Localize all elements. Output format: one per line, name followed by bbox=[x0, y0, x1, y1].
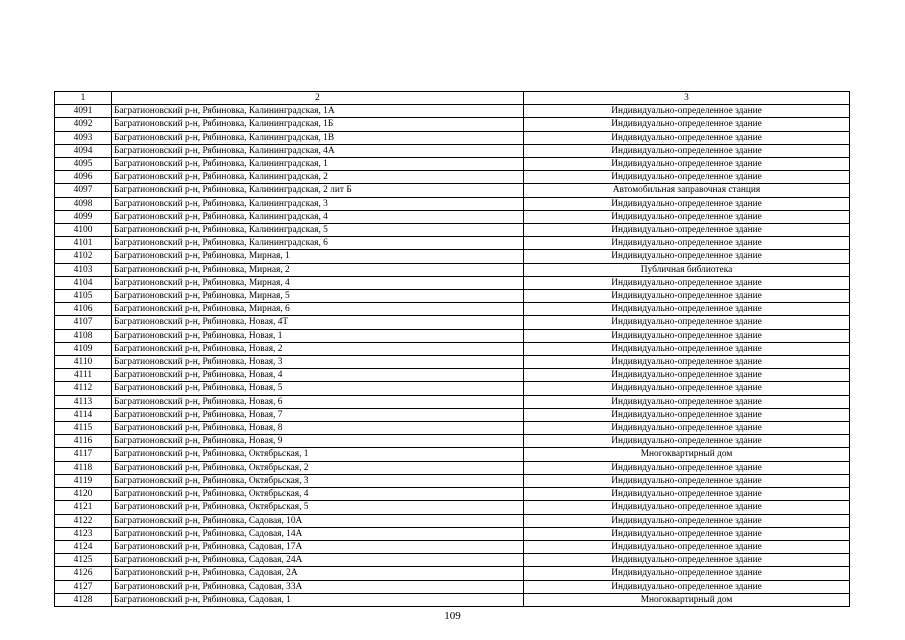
cell-building-type: Индивидуально-определенное здание bbox=[524, 567, 850, 580]
table-row bbox=[55, 197, 850, 210]
cell-number: 4103 bbox=[55, 263, 112, 276]
cell-building-type: Индивидуально-определенное здание bbox=[524, 342, 850, 355]
cell-building-type: Индивидуально-определенное здание bbox=[524, 514, 850, 527]
cell-number: 4113 bbox=[55, 395, 112, 408]
cell-building-type: Индивидуально-определенное здание bbox=[524, 580, 850, 593]
table-row bbox=[55, 488, 850, 501]
table-row bbox=[55, 395, 850, 408]
column-header-address: 2 bbox=[112, 92, 524, 105]
cell-number: 4102 bbox=[55, 250, 112, 263]
table-row bbox=[55, 408, 850, 421]
cell-building-type: Индивидуально-определенное здание bbox=[524, 540, 850, 553]
table-row bbox=[55, 593, 850, 606]
cell-address: Багратионовский р-н, Рябиновка, Мирная, 2 bbox=[112, 263, 524, 276]
cell-number: 4094 bbox=[55, 144, 112, 157]
cell-address: Багратионовский р-н, Рябиновка, Калининградская, 5 bbox=[112, 224, 524, 237]
cell-number: 4104 bbox=[55, 276, 112, 289]
cell-address: Багратионовский р-н, Рябиновка, Садовая, 14А bbox=[112, 527, 524, 540]
table-row bbox=[55, 540, 850, 553]
table-row bbox=[55, 435, 850, 448]
cell-address: Багратионовский р-н, Рябиновка, Садовая, 1 bbox=[112, 593, 524, 606]
cell-address: Багратионовский р-н, Рябиновка, Октябрьская, 2 bbox=[112, 461, 524, 474]
cell-number: 4115 bbox=[55, 422, 112, 435]
table-row bbox=[55, 184, 850, 197]
cell-address: Багратионовский р-н, Рябиновка, Новая, 6 bbox=[112, 395, 524, 408]
cell-address: Багратионовский р-н, Рябиновка, Мирная, 5 bbox=[112, 290, 524, 303]
table-row bbox=[55, 276, 850, 289]
cell-address: Багратионовский р-н, Рябиновка, Калининградская, 1 bbox=[112, 158, 524, 171]
cell-building-type: Индивидуально-определенное здание bbox=[524, 474, 850, 487]
cell-address: Багратионовский р-н, Рябиновка, Октябрьская, 1 bbox=[112, 448, 524, 461]
table-row bbox=[55, 158, 850, 171]
cell-building-type: Многоквартирный дом bbox=[524, 593, 850, 606]
cell-number: 4112 bbox=[55, 382, 112, 395]
cell-address: Багратионовский р-н, Рябиновка, Октябрьская, 5 bbox=[112, 501, 524, 514]
cell-building-type: Индивидуально-определенное здание bbox=[524, 316, 850, 329]
cell-number: 4099 bbox=[55, 210, 112, 223]
cell-number: 4109 bbox=[55, 342, 112, 355]
cell-address: Багратионовский р-н, Рябиновка, Садовая, 17А bbox=[112, 540, 524, 553]
table-row bbox=[55, 171, 850, 184]
table-row bbox=[55, 356, 850, 369]
column-header-type: 3 bbox=[524, 92, 850, 105]
table-row bbox=[55, 474, 850, 487]
document-sheet bbox=[54, 91, 849, 607]
table-row bbox=[55, 448, 850, 461]
table-row bbox=[55, 316, 850, 329]
table-row bbox=[55, 422, 850, 435]
table-row bbox=[55, 290, 850, 303]
cell-building-type: Индивидуально-определенное здание bbox=[524, 303, 850, 316]
cell-building-type: Индивидуально-определенное здание bbox=[524, 210, 850, 223]
cell-number: 4111 bbox=[55, 369, 112, 382]
cell-number: 4100 bbox=[55, 224, 112, 237]
cell-address: Багратионовский р-н, Рябиновка, Садовая, 24А bbox=[112, 554, 524, 567]
cell-number: 4091 bbox=[55, 105, 112, 118]
table-row bbox=[55, 527, 850, 540]
table-row bbox=[55, 461, 850, 474]
cell-address: Багратионовский р-н, Рябиновка, Садовая, 2А bbox=[112, 567, 524, 580]
cell-address: Багратионовский р-н, Рябиновка, Новая, 5 bbox=[112, 382, 524, 395]
cell-building-type: Индивидуально-определенное здание bbox=[524, 408, 850, 421]
table-row bbox=[55, 580, 850, 593]
cell-number: 4122 bbox=[55, 514, 112, 527]
cell-number: 4110 bbox=[55, 356, 112, 369]
cell-number: 4101 bbox=[55, 237, 112, 250]
table-row bbox=[55, 567, 850, 580]
cell-address: Багратионовский р-н, Рябиновка, Калининградская, 1В bbox=[112, 131, 524, 144]
table-row bbox=[55, 250, 850, 263]
cell-address: Багратионовский р-н, Рябиновка, Октябрьская, 3 bbox=[112, 474, 524, 487]
cell-building-type: Индивидуально-определенное здание bbox=[524, 197, 850, 210]
cell-address: Багратионовский р-н, Рябиновка, Новая, 2 bbox=[112, 342, 524, 355]
cell-number: 4096 bbox=[55, 171, 112, 184]
property-table bbox=[54, 91, 850, 607]
table-row bbox=[55, 224, 850, 237]
table-row bbox=[55, 382, 850, 395]
cell-number: 4105 bbox=[55, 290, 112, 303]
cell-address: Багратионовский р-н, Рябиновка, Октябрьская, 4 bbox=[112, 488, 524, 501]
cell-number: 4117 bbox=[55, 448, 112, 461]
cell-number: 4125 bbox=[55, 554, 112, 567]
cell-number: 4116 bbox=[55, 435, 112, 448]
cell-building-type: Автомобильная заправочная станция bbox=[524, 184, 850, 197]
cell-address: Багратионовский р-н, Рябиновка, Новая, 7 bbox=[112, 408, 524, 421]
table-row bbox=[55, 118, 850, 131]
cell-building-type: Публичная библиотека bbox=[524, 263, 850, 276]
column-header-number: 1 bbox=[55, 92, 112, 105]
cell-number: 4095 bbox=[55, 158, 112, 171]
cell-address: Багратионовский р-н, Рябиновка, Мирная, 4 bbox=[112, 276, 524, 289]
cell-building-type: Индивидуально-определенное здание bbox=[524, 171, 850, 184]
cell-number: 4126 bbox=[55, 567, 112, 580]
cell-building-type: Индивидуально-определенное здание bbox=[524, 501, 850, 514]
cell-building-type: Индивидуально-определенное здание bbox=[524, 435, 850, 448]
cell-building-type: Индивидуально-определенное здание bbox=[524, 369, 850, 382]
page-number: 109 bbox=[444, 610, 461, 622]
cell-address: Багратионовский р-н, Рябиновка, Калининградская, 4 bbox=[112, 210, 524, 223]
cell-building-type: Индивидуально-определенное здание bbox=[524, 329, 850, 342]
cell-address: Багратионовский р-н, Рябиновка, Мирная, 1 bbox=[112, 250, 524, 263]
cell-building-type: Многоквартирный дом bbox=[524, 448, 850, 461]
cell-address: Багратионовский р-н, Рябиновка, Мирная, 6 bbox=[112, 303, 524, 316]
cell-address: Багратионовский р-н, Рябиновка, Новая, 4Т bbox=[112, 316, 524, 329]
cell-number: 4119 bbox=[55, 474, 112, 487]
cell-building-type: Индивидуально-определенное здание bbox=[524, 276, 850, 289]
cell-number: 4093 bbox=[55, 131, 112, 144]
cell-number: 4124 bbox=[55, 540, 112, 553]
cell-building-type: Индивидуально-определенное здание bbox=[524, 237, 850, 250]
cell-number: 4118 bbox=[55, 461, 112, 474]
table-row bbox=[55, 303, 850, 316]
cell-building-type: Индивидуально-определенное здание bbox=[524, 144, 850, 157]
cell-number: 4121 bbox=[55, 501, 112, 514]
cell-building-type: Индивидуально-определенное здание bbox=[524, 527, 850, 540]
cell-address: Багратионовский р-н, Рябиновка, Новая, 1 bbox=[112, 329, 524, 342]
cell-building-type: Индивидуально-определенное здание bbox=[524, 131, 850, 144]
cell-number: 4097 bbox=[55, 184, 112, 197]
cell-number: 4128 bbox=[55, 593, 112, 606]
cell-address: Багратионовский р-н, Рябиновка, Новая, 9 bbox=[112, 435, 524, 448]
cell-building-type: Индивидуально-определенное здание bbox=[524, 554, 850, 567]
table-row bbox=[55, 501, 850, 514]
table-row bbox=[55, 514, 850, 527]
cell-number: 4098 bbox=[55, 197, 112, 210]
cell-address: Багратионовский р-н, Рябиновка, Калининградская, 6 bbox=[112, 237, 524, 250]
cell-number: 4106 bbox=[55, 303, 112, 316]
cell-building-type: Индивидуально-определенное здание bbox=[524, 461, 850, 474]
table-row bbox=[55, 369, 850, 382]
cell-building-type: Индивидуально-определенное здание bbox=[524, 488, 850, 501]
cell-number: 4123 bbox=[55, 527, 112, 540]
cell-address: Багратионовский р-н, Рябиновка, Калининградская, 1А bbox=[112, 105, 524, 118]
cell-address: Багратионовский р-н, Рябиновка, Садовая, 33А bbox=[112, 580, 524, 593]
table-row bbox=[55, 210, 850, 223]
cell-number: 4107 bbox=[55, 316, 112, 329]
table-row bbox=[55, 554, 850, 567]
cell-address: Багратионовский р-н, Рябиновка, Калининградская, 4А bbox=[112, 144, 524, 157]
table-row bbox=[55, 237, 850, 250]
cell-building-type: Индивидуально-определенное здание bbox=[524, 382, 850, 395]
cell-address: Багратионовский р-н, Рябиновка, Калининградская, 2 bbox=[112, 171, 524, 184]
table-row bbox=[55, 105, 850, 118]
cell-number: 4092 bbox=[55, 118, 112, 131]
cell-address: Багратионовский р-н, Рябиновка, Калининградская, 1Б bbox=[112, 118, 524, 131]
cell-address: Багратионовский р-н, Рябиновка, Калининградская, 3 bbox=[112, 197, 524, 210]
cell-address: Багратионовский р-н, Рябиновка, Новая, 8 bbox=[112, 422, 524, 435]
cell-building-type: Индивидуально-определенное здание bbox=[524, 395, 850, 408]
cell-building-type: Индивидуально-определенное здание bbox=[524, 158, 850, 171]
table-row bbox=[55, 329, 850, 342]
table-row bbox=[55, 263, 850, 276]
cell-address: Багратионовский р-н, Рябиновка, Новая, 3 bbox=[112, 356, 524, 369]
table-row bbox=[55, 144, 850, 157]
cell-building-type: Индивидуально-определенное здание bbox=[524, 290, 850, 303]
cell-address: Багратионовский р-н, Рябиновка, Новая, 4 bbox=[112, 369, 524, 382]
cell-building-type: Индивидуально-определенное здание bbox=[524, 422, 850, 435]
cell-number: 4120 bbox=[55, 488, 112, 501]
cell-address: Багратионовский р-н, Рябиновка, Калининградская, 2 лит Б bbox=[112, 184, 524, 197]
table-header-row bbox=[55, 92, 850, 105]
cell-building-type: Индивидуально-определенное здание bbox=[524, 250, 850, 263]
table-row bbox=[55, 342, 850, 355]
cell-address: Багратионовский р-н, Рябиновка, Садовая, 10А bbox=[112, 514, 524, 527]
cell-number: 4108 bbox=[55, 329, 112, 342]
cell-building-type: Индивидуально-определенное здание bbox=[524, 224, 850, 237]
table-row bbox=[55, 131, 850, 144]
cell-building-type: Индивидуально-определенное здание bbox=[524, 356, 850, 369]
cell-number: 4127 bbox=[55, 580, 112, 593]
cell-building-type: Индивидуально-определенное здание bbox=[524, 105, 850, 118]
cell-building-type: Индивидуально-определенное здание bbox=[524, 118, 850, 131]
cell-number: 4114 bbox=[55, 408, 112, 421]
